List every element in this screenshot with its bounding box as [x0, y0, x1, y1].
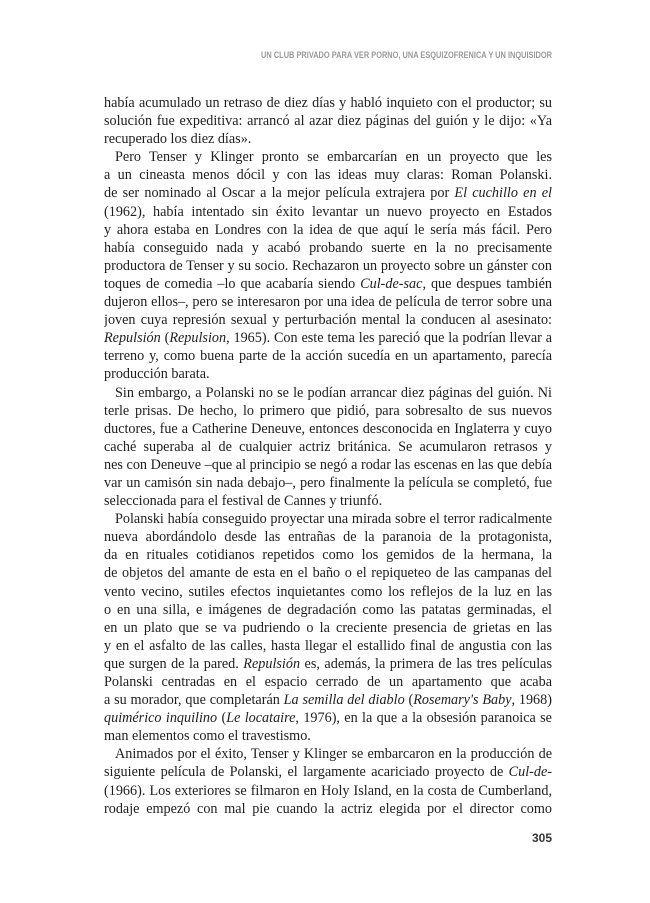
text-line — [104, 782, 552, 800]
text-line — [104, 655, 552, 673]
body-text — [104, 94, 552, 818]
text-line — [104, 510, 552, 528]
paragraph — [104, 384, 552, 511]
text-segment: Pero Tenser y Klinger pronto se embarcarían en un proyecto que les — [115, 149, 552, 166]
text-segment: recuperado los diez días». — [104, 131, 252, 148]
text-segment: vento vecino, sutiles efectos inquietantes como los reflejos de la luz en las — [104, 583, 552, 600]
text-segment: (1962), había intentado sin éxito levantar un nuevo proyecto en Estados — [104, 203, 552, 220]
text-segment: siguiente película de Polanski, el largamente acariciado proyecto de — [104, 764, 509, 781]
text-segment: productora de Tenser y su socio. Rechazaron un proyecto sobre un gánster con — [104, 257, 552, 274]
text-line — [104, 492, 552, 510]
paragraph — [104, 148, 552, 383]
text-segment: producción barata. — [104, 366, 210, 383]
text-line — [104, 402, 552, 420]
text-segment: es, además, la primera de las tres películas — [304, 655, 552, 672]
text-segment: (1966). Los exteriores se filmaron en Holy Island, en la costa de Cumberland, — [104, 782, 552, 799]
italic-title: Cul-de-sac — [360, 275, 423, 292]
text-segment: rodaje empezó con mal pie cuando la actriz elegida por el director como — [104, 800, 552, 817]
running-header: UN CLUB PRIVADO PARA VER PORNO, UNA ESQUIZOFRENICA Y UN INQUISIDOR — [261, 50, 552, 61]
text-line — [104, 727, 552, 745]
text-segment: que surgen de la pared. — [104, 655, 244, 672]
text-line — [104, 601, 552, 619]
italic-title: La semilla del diablo — [283, 692, 405, 709]
text-line — [104, 184, 552, 202]
paragraph — [104, 94, 552, 148]
text-segment: , 1968) — [511, 692, 552, 709]
text-line — [104, 221, 552, 239]
paragraph — [104, 510, 552, 745]
text-segment: caché superaba al de cualquier actriz británica. Se acumularon retrasos y — [104, 438, 552, 455]
text-segment: de ser nominado al Oscar a la mejor película extrajera por — [104, 185, 455, 202]
text-segment: a un cineasta menos dócil y con las ideas muy claras: Roman Polanski. — [104, 167, 552, 184]
text-segment: a su morador, que completarán — [104, 692, 284, 709]
text-segment: y ahora estaba en Londres con la idea de que aquí le sería más fácil. Pero — [104, 221, 552, 238]
text-line — [104, 691, 552, 709]
text-line — [104, 420, 552, 438]
text-line — [104, 384, 552, 402]
text-line — [104, 239, 552, 257]
text-line — [104, 293, 552, 311]
text-segment: había conseguido nada y acabó probando suerte en la no precisamente — [104, 239, 552, 256]
text-line — [104, 94, 552, 112]
text-line — [104, 745, 552, 763]
italic-title: Repulsión — [104, 330, 161, 347]
text-line — [104, 166, 552, 184]
text-line — [104, 800, 552, 818]
text-segment: de objetos del amante de esta en el baño o el repiqueteo de las campanas del — [104, 565, 552, 582]
text-segment: ( — [217, 710, 227, 727]
text-segment: nueva abordándolo desde las entrañas de la paranoia de la protagonista, — [104, 529, 552, 546]
text-line — [104, 637, 552, 655]
text-line — [104, 438, 552, 456]
text-segment: Sin embargo, a Polanski no se le podían arrancar diez páginas del guión. Ni — [115, 384, 552, 401]
text-line — [104, 275, 552, 293]
italic-title: Le locataire — [226, 710, 296, 727]
text-segment: seleccionada para el festival de Cannes y triunfó. — [104, 493, 383, 510]
text-line — [104, 112, 552, 130]
text-line — [104, 546, 552, 564]
text-line — [104, 673, 552, 691]
text-segment: Polanski había conseguido proyectar una mirada sobre el terror radicalmente — [115, 511, 552, 528]
paragraph — [104, 745, 552, 817]
text-segment: o en una silla, e imágenes de degradación como las patatas germinadas, el — [104, 601, 552, 618]
text-segment: y en el asfalto de las calles, hasta llegar el estallido final de angustia con las — [104, 637, 552, 654]
text-segment: Polanski centradas en el espacio cerrado de un apartamento que acaba — [104, 674, 552, 690]
text-segment: joven cuya represión sexual y perturbación mental la conducen al asesinato: — [104, 312, 552, 329]
text-segment: dujeron ellos–, pero se interesaron por una idea de película de terror sobre una — [104, 294, 552, 311]
text-segment: , 1965). Con este tema les pareció que la podrían llevar a — [226, 330, 552, 347]
text-segment: var un camisón sin nada debajo–, pero finalmente la película se completó, fue — [104, 474, 552, 491]
text-segment: toques de comedia –lo que acabaría siendo — [104, 275, 361, 292]
italic-title: Rosemary's Baby — [413, 692, 512, 709]
text-line — [104, 203, 552, 221]
text-segment: en un plato que se va pudriendo o la creciente presencia de grietas en las — [104, 619, 552, 636]
text-line — [104, 583, 552, 601]
italic-title: Repulsión — [243, 655, 301, 672]
text-line — [104, 311, 552, 329]
text-line — [104, 347, 552, 365]
text-segment: , 1976), en la que a la obsesión paranoica se — [295, 710, 552, 727]
text-segment: da en rituales cotidianos repetidos como los gemidos de la hermana, la — [104, 547, 552, 564]
text-segment: terreno y, como buena parte de la acción sucedía en un apartamento, parecía — [104, 348, 552, 365]
text-line — [104, 148, 552, 166]
text-line — [104, 528, 552, 546]
text-line — [104, 564, 552, 582]
text-segment: había acumulado un retraso de diez días y habló inquieto con el productor; su — [104, 95, 552, 111]
page-number: 305 — [531, 831, 552, 845]
text-segment: nes con Deneuve –que al principio se negó a rodar las escenas en las que debía — [104, 456, 552, 473]
italic-title: Repulsion — [169, 330, 227, 347]
text-segment: , que despues también — [422, 275, 552, 292]
italic-title: El cuchillo en el — [454, 185, 552, 202]
italic-title: Cul-de- — [508, 764, 552, 781]
text-line — [104, 619, 552, 637]
text-segment: solución fue expeditiva: arrancó al azar diez páginas del guión y le dijo: «Ya — [104, 113, 552, 130]
text-line — [104, 329, 552, 347]
text-segment: ( — [404, 692, 414, 709]
text-line — [104, 257, 552, 275]
text-segment: ( — [160, 330, 170, 347]
text-segment: man elementos como el travestismo. — [104, 728, 311, 745]
text-line — [104, 456, 552, 474]
text-line — [104, 130, 552, 148]
italic-title: quimérico inquilino — [104, 710, 218, 727]
text-line — [104, 474, 552, 492]
text-segment: ductores, fue a Catherine Deneuve, entonces desconocida en Inglaterra y cuyo — [104, 420, 552, 437]
text-segment: Animados por el éxito, Tenser y Klinger se embarcaron en la producción de — [115, 746, 552, 763]
text-line — [104, 365, 552, 383]
text-segment: terle prisas. De hecho, lo primero que pidió, para sobresalto de sus nuevos — [104, 402, 552, 419]
text-line — [104, 709, 552, 727]
text-line — [104, 763, 552, 781]
